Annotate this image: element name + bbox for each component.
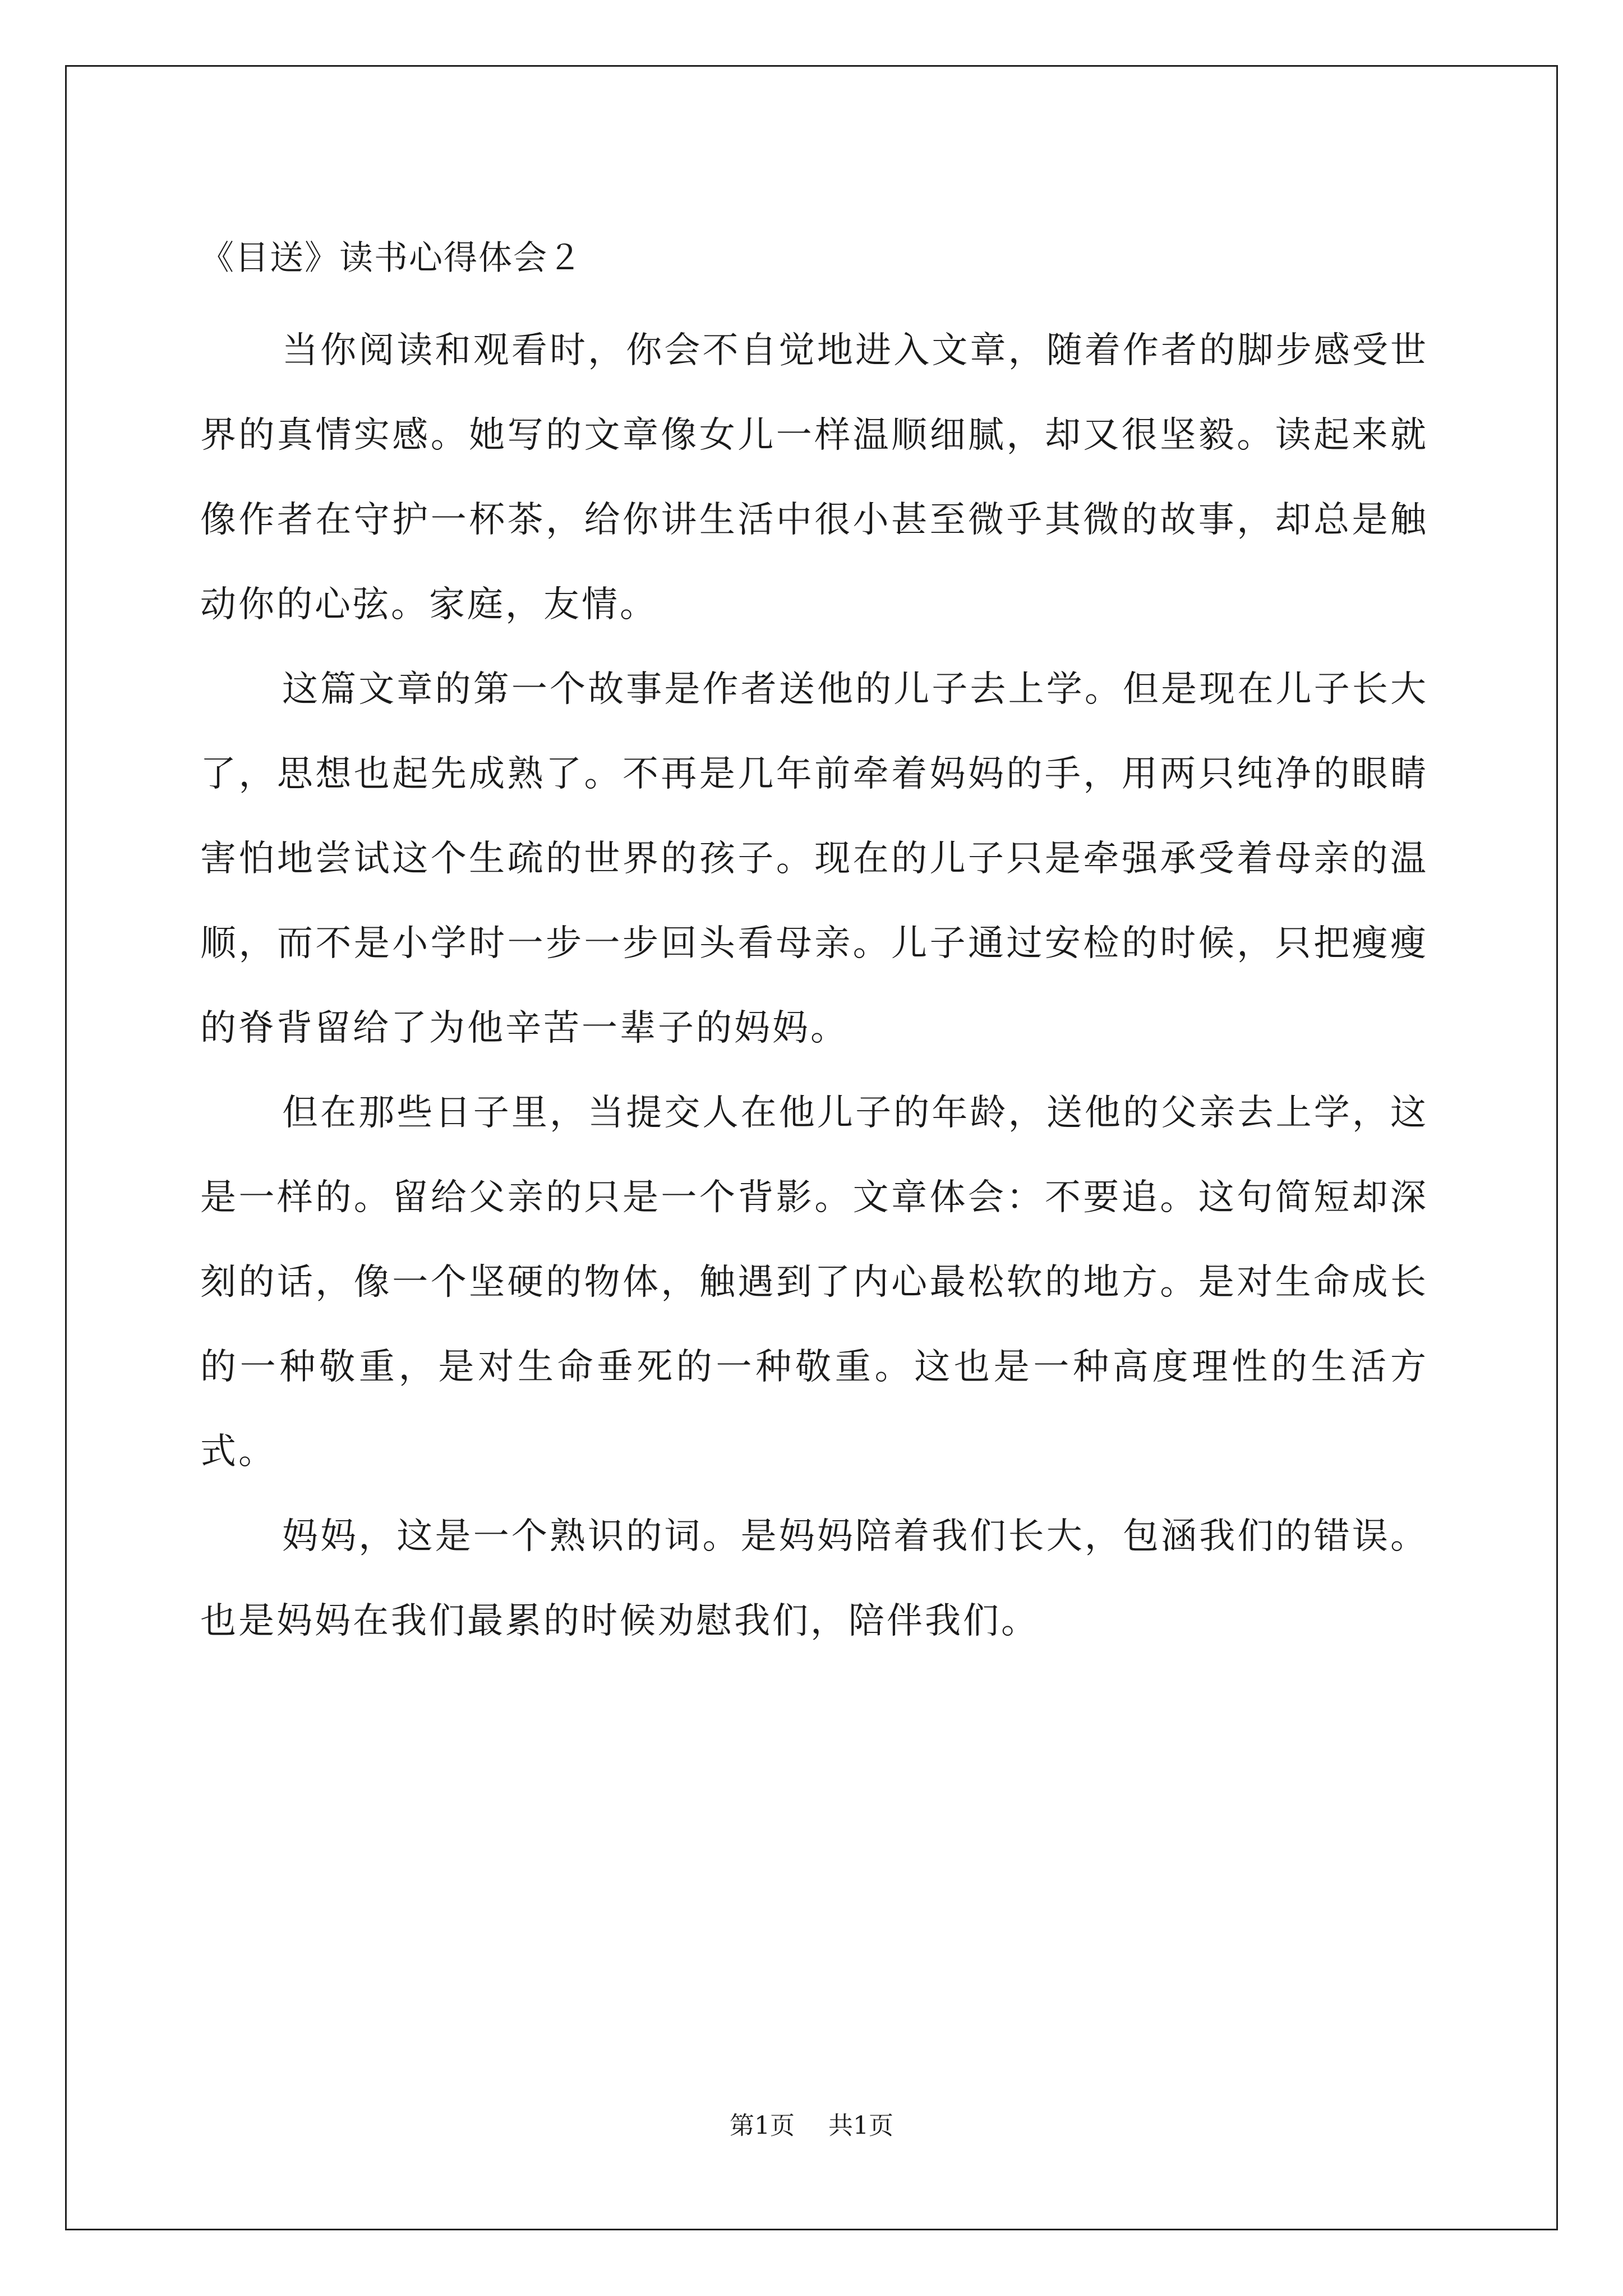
page-current-label: 第1页: [730, 2111, 795, 2140]
page-total-label: 共1页: [828, 2111, 893, 2140]
page-footer: [0, 2109, 1623, 2143]
paragraph-3: 但在那些日子里，当提交人在他儿子的年龄，送他的父亲去上学，这是一样的。留给父亲的只是一个背影。文章体会：不要追。这句简短却深刻的话，像一个坚硬的物体，触遇到了内心最松软的地方。是对生命成长的一种敬重，是对生命垂死的一种敬重。这也是一种高度理性的生活方式。: [200, 1092, 1428, 1473]
paragraph-4: 妈妈，这是一个熟识的词。是妈妈陪着我们长大，包涵我们的错误。也是妈妈在我们最累的时候劝慰我们，陪伴我们。: [200, 1516, 1428, 1642]
document-title: 《目送》读书心得体会２: [200, 238, 583, 278]
document-body: [200, 224, 1428, 1664]
paragraph-2: 这篇文章的第一个故事是作者送他的儿子去上学。但是现在儿子长大了，思想也起先成熟了。不再是几年前牵着妈妈的手，用两只纯净的眼睛害怕地尝试这个生疏的世界的孩子。现在的儿子只是牵强承受着母亲的温顺，而不是小学时一步一步回头看母亲。儿子通过安检的时候，只把瘦瘦的脊背留给了为他辛苦一辈子的妈妈。: [200, 669, 1428, 1049]
paragraph-1: 当你阅读和观看时，你会不自觉地进入文章，随着作者的脚步感受世界的真情实感。她写的文章像女儿一样温顺细腻，却又很坚毅。读起来就像作者在守护一杯茶，给你讲生活中很小甚至微乎其微的故事，却总是触动你的心弦。家庭，友情。: [200, 330, 1428, 625]
